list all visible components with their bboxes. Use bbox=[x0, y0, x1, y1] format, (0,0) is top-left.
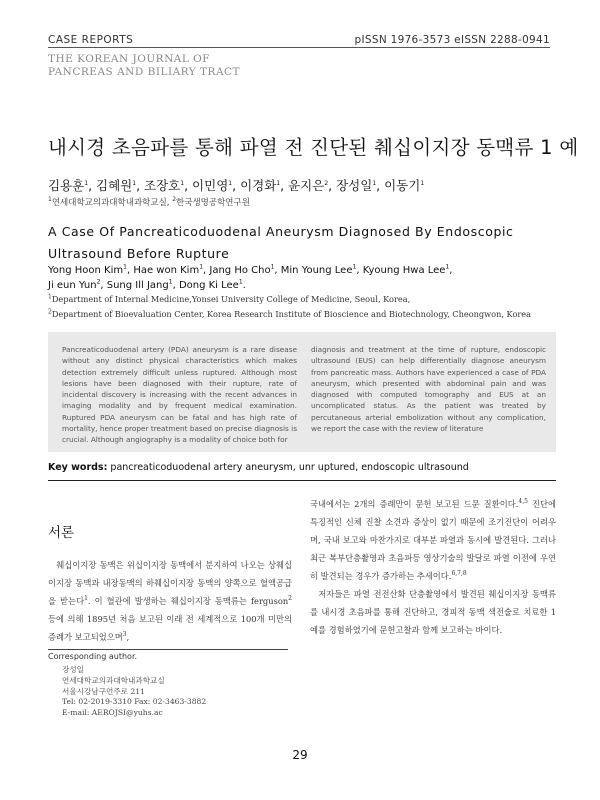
intro-paragraph-2: 저자들은 파열 전전산화 단층촬영에서 발견된 췌십이지장 동맥류를 내시경 초음파를 통해 진단하고, 경피적 동맥 색전술로 치료한 1예를 경험하였기에 문헌고찰과 함께 보고하는 바이다. bbox=[310, 589, 556, 635]
superscript: 2 bbox=[172, 196, 177, 204]
list-item bbox=[192, 178, 232, 193]
detail-line: 서울시강남구언주로 211 bbox=[62, 686, 145, 696]
superscript: 1 bbox=[276, 179, 281, 187]
superscript: 1 bbox=[123, 263, 127, 271]
detail-line: Tel: 02-2019-3310 Fax: 02-3463-3882 bbox=[62, 697, 207, 707]
list-item-text: Dong Ki Lee bbox=[178, 280, 239, 291]
list-item bbox=[48, 280, 100, 291]
superscript: 1 bbox=[238, 278, 243, 286]
citation-superscript: 3 bbox=[122, 631, 127, 639]
list-item bbox=[96, 178, 136, 193]
body-right-column bbox=[310, 495, 556, 639]
journal-name-line1: THE KOREAN JOURNAL OF bbox=[48, 53, 211, 65]
detail-line: E-mail: AEROJSI@yuhs.ac bbox=[62, 708, 163, 718]
superscript: 2 bbox=[324, 179, 329, 187]
list-item bbox=[336, 178, 376, 193]
list-item-text: 조장호 bbox=[144, 178, 181, 193]
article-title-english: A Case Of Pancreaticoduodenal Aneurysm Diagnosed By Endoscopic Ultrasound Before Rupture bbox=[48, 224, 514, 261]
superscript: 1 bbox=[352, 263, 357, 271]
list-item-text: 윤지은 bbox=[288, 178, 325, 193]
list-item-text: 장성일 bbox=[336, 178, 373, 193]
citation-superscript: 1 bbox=[84, 595, 88, 603]
superscript: 1 bbox=[48, 293, 52, 301]
intro-paragraph-1: 췌십이지장 동맥은 위십이지장 동맥에서 분지하여 나오는 상췌십이지장 동맥과 내장동맥의 하췌십이지장 동맥의 양쪽으로 혈액공급을 받는다$^1$. 이 혈관에 발생하는 췌십이지장 동맥류는 ferguson$^2$ 등에 의해 1895년 처음 보고된 이래 전 세계적으로 100개 미만의 증례가 보고되었으며$^3$, bbox=[48, 560, 292, 642]
corresponding-author-label: Corresponding author. bbox=[48, 652, 138, 661]
list-item bbox=[48, 307, 568, 322]
list-item-text: Department of Bioevaluation Center, Korea Research Institute of Bioscience and Biotechnology, Cheongwon, Korea bbox=[51, 309, 532, 319]
list-item bbox=[281, 265, 357, 276]
page-number: 29 bbox=[292, 748, 308, 762]
list-item bbox=[288, 178, 328, 193]
superscript: 1 bbox=[372, 179, 377, 187]
keywords-divider bbox=[48, 480, 556, 481]
list-item-text: 이경화 bbox=[240, 178, 277, 193]
list-item-text: Department of Internal Medicine,Yonsei University College of Medicine, Seoul, Korea, bbox=[51, 294, 411, 304]
list-item bbox=[107, 280, 173, 291]
body-left-column bbox=[48, 500, 292, 646]
list-item-text: 한국생명공학연구원 bbox=[176, 198, 250, 208]
superscript: 1 bbox=[228, 179, 233, 187]
list-item-text: Sung Ill Jang bbox=[106, 280, 169, 291]
list-item-text: Kyoung Hwa Lee bbox=[362, 265, 446, 276]
citation-superscript: 6,7,8 bbox=[451, 570, 467, 578]
list-item-text: Ji eun Yun bbox=[48, 280, 97, 291]
authors-english-line1: Yong Hoon Kim$^1$, Hae won Kim$^1$, Jang Ho Cho$^1$, Min Young Lee$^1$, Kyoung Hwa Lee$^1$, bbox=[48, 263, 453, 276]
affiliations-korean bbox=[48, 196, 250, 208]
list-item-text: Jang Ho Cho bbox=[209, 265, 271, 276]
list-item-text: 연세대학교의과대학내과학교실, bbox=[51, 198, 173, 208]
authors-english bbox=[48, 263, 558, 293]
list-item bbox=[48, 178, 88, 193]
list-item-text: Yong Hoon Kim bbox=[48, 265, 124, 276]
journal-name bbox=[48, 53, 240, 79]
journal-name-line2: PANCREAS AND BILIARY TRACT bbox=[48, 66, 241, 78]
list-item bbox=[48, 292, 568, 307]
list-item bbox=[144, 178, 184, 193]
superscript: 1 bbox=[84, 179, 89, 187]
list-item bbox=[240, 178, 280, 193]
issn: pISSN 1976-3573 eISSN 2288-0941 bbox=[354, 34, 550, 46]
superscript: 1 bbox=[420, 179, 425, 187]
list-item bbox=[363, 265, 450, 276]
superscript: 2 bbox=[48, 308, 52, 316]
superscript: 1 bbox=[48, 196, 52, 204]
authors-english-line2: Ji eun Yun$^2$, Sung Ill Jang$^1$, Dong Ki Lee$^1$. bbox=[48, 278, 246, 291]
authors-korean: 김용훈$^1$, 김혜원$^1$, 조장호$^1$, 이민영$^1$, 이경화$^1$, 윤지은$^2$, 장성일$^1$, 이동기$^1$ bbox=[48, 178, 425, 193]
abstract-column-left: Pancreaticoduodenal artery (PDA) aneurysm is a rare disease without any distinct physical characteristics which makes detection extremely difficult unless ruptured. Although most lesions have been diagnosed with their rupture, rate of incidental discovery is increasing with the recent advances in imaging modality and by frequent medical examination. Ruptured PDA aneurysm can be fatal and has high rate of mortality, hence proper treatment based on precise diagnosis is crucial. Although angiography is a modality of choice both for bbox=[62, 345, 297, 445]
list-item-text: Hae won Kim bbox=[133, 265, 200, 276]
list-item bbox=[133, 265, 203, 276]
superscript: 1 bbox=[168, 278, 173, 286]
list-item-text: 이동기 bbox=[384, 178, 421, 193]
intro-paragraph-1-continued: 국내에서는 2개의 증례만이 문헌 보고된 드문 질환이다.$^{4,5}$ 진단에 특징적인 신체 진찰 소견과 증상이 없기 때문에 조기진단이 어려우며, 국내 보고와 마찬가지로 대부분 파열과 동시에 발견된다. 그러나 최근 복부단층촬영과 초음파등 영상기술의 발달로 파열 이전에 우연히 발견되는 경우가 증가하는 추세이다.$^{6,7,8}$ bbox=[310, 498, 556, 581]
keywords-label: Key words: bbox=[48, 462, 108, 473]
list-item bbox=[384, 178, 424, 193]
abstract-column-right: diagnosis and treatment at the time of rupture, endoscopic ultrasound (EUS) can help differentially diagnose aneurysm from pancreatic mass. Authors have experienced a case of PDA aneurysm, which presented with abdominal pain and was diagnosed with computed tomography and EUS at an uncomplicated status. As the patient was treated by percutaneous arterial embolization without any complication, we report the case with the review of literature bbox=[311, 345, 546, 434]
keywords bbox=[48, 462, 469, 473]
citation-superscript: 4,5 bbox=[518, 498, 528, 506]
list-item bbox=[209, 265, 274, 276]
citation-superscript: 2 bbox=[288, 595, 292, 603]
superscript: 1 bbox=[180, 179, 185, 187]
list-item bbox=[179, 280, 243, 291]
superscript: 2 bbox=[96, 278, 101, 286]
detail-line: 연세대학교의과대학내과학교실 bbox=[62, 675, 165, 685]
section-heading-introduction: 서론 bbox=[48, 525, 75, 541]
footnote-divider bbox=[48, 649, 288, 650]
corresponding-author-details bbox=[62, 665, 206, 719]
detail-line: 장성일 bbox=[62, 665, 85, 674]
affiliations-english bbox=[48, 292, 568, 322]
keywords-text: pancreaticoduodenal artery aneurysm, unr uptured, endoscopic ultrasound bbox=[107, 462, 469, 473]
list-item bbox=[48, 198, 172, 208]
list-item bbox=[48, 265, 127, 276]
abstract-box bbox=[48, 332, 556, 452]
list-item-text: 김용훈 bbox=[48, 178, 85, 193]
superscript: 1 bbox=[132, 179, 137, 187]
list-item-text: Min Young Lee bbox=[280, 265, 353, 276]
header-divider bbox=[48, 47, 550, 48]
section-label: CASE REPORTS bbox=[48, 34, 134, 46]
superscript: 1 bbox=[199, 263, 204, 271]
list-item bbox=[172, 198, 250, 208]
superscript: 1 bbox=[445, 263, 450, 271]
list-item-text: 이민영 bbox=[192, 178, 229, 193]
superscript: 1 bbox=[270, 263, 275, 271]
list-item-text: 김혜원 bbox=[96, 178, 133, 193]
article-title-korean: 내시경 초음파를 통해 파열 전 진단된 췌십이지장 동맥류 1 예 bbox=[48, 136, 579, 159]
